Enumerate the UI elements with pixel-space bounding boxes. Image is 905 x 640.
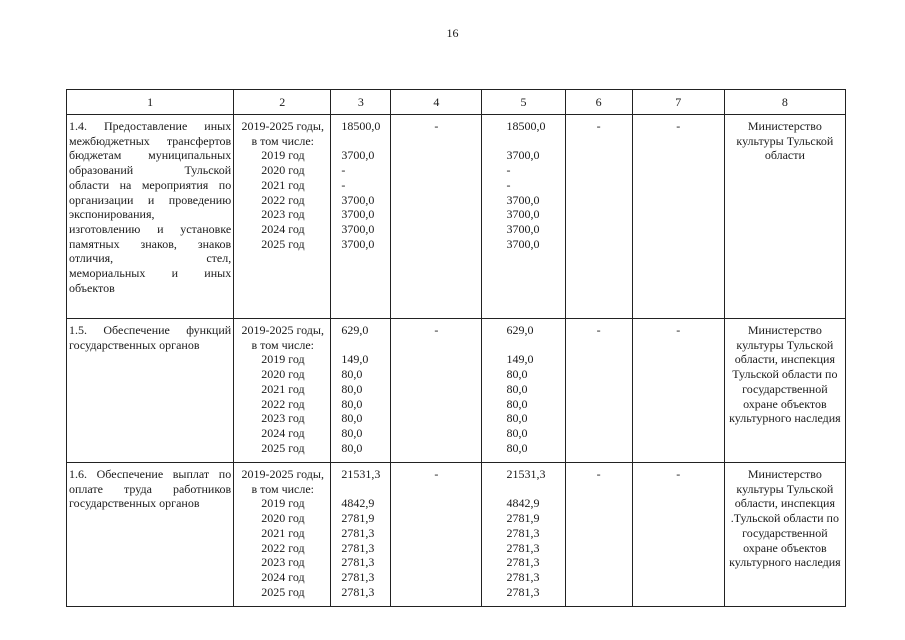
measure-name-line: организации и проведению	[69, 192, 232, 207]
year-label: 2022 год	[261, 396, 305, 411]
measure-name-line: государственных органов	[69, 496, 200, 511]
regional-year-value: 2781,3	[506, 569, 540, 584]
executor-cell: Министерство культуры Тульской области	[724, 115, 845, 319]
period-total-label: 2019-2025 годы,	[241, 119, 324, 133]
regional-year-value: 3700,0	[506, 148, 540, 163]
regional-year-value: 80,0	[506, 440, 528, 455]
budget-year-value: 80,0	[341, 396, 363, 411]
program-table	[66, 89, 846, 607]
regional-year-value: 149,0	[506, 352, 534, 367]
measure-name-line: оплате труда работников	[69, 481, 232, 496]
federal-value: -	[391, 115, 482, 319]
budget-values	[331, 319, 391, 463]
budget-year-value: 4842,9	[341, 496, 375, 511]
regional-year-value: 2781,3	[506, 555, 540, 570]
regional-values	[482, 463, 565, 607]
period-cell	[234, 463, 331, 607]
measure-name-line: памятных знаков, знаков	[69, 236, 232, 251]
year-label: 2020 год	[261, 163, 305, 178]
budget-total: 21531,3	[341, 467, 381, 481]
period-total-label: 2019-2025 годы,	[241, 467, 324, 481]
year-label: 2022 год	[261, 540, 305, 555]
regional-year-value: 80,0	[506, 425, 528, 440]
regional-values	[482, 115, 565, 319]
year-label: 2020 год	[261, 511, 305, 526]
year-label: 2020 год	[261, 367, 305, 382]
budget-year-value: 2781,9	[341, 511, 375, 526]
table-row	[67, 115, 846, 319]
column-header: 5	[482, 90, 565, 115]
regional-year-value: -	[506, 163, 511, 178]
measure-name-line: мемориальных и иных	[69, 266, 232, 281]
header-row	[67, 90, 846, 115]
page-number: 16	[446, 26, 459, 40]
regional-total: 21531,3	[506, 467, 546, 481]
period-cell	[234, 115, 331, 319]
table-row	[67, 463, 846, 607]
budget-year-value: -	[341, 163, 346, 178]
measure-name-line: 1.6. Обеспечение выплат по	[69, 467, 232, 481]
budget-year-value: 2781,3	[341, 555, 375, 570]
year-label: 2021 год	[261, 525, 305, 540]
budget-year-value: 149,0	[341, 352, 369, 367]
column-header: 2	[234, 90, 331, 115]
federal-value: -	[391, 463, 482, 607]
regional-year-value: 3700,0	[506, 236, 540, 251]
regional-year-value: 4842,9	[506, 496, 540, 511]
extrabudget-value: -	[632, 115, 724, 319]
budget-year-value: 80,0	[341, 440, 363, 455]
budget-year-value: 3700,0	[341, 207, 375, 222]
measure-name-line: 1.5. Обеспечение функций	[69, 323, 232, 337]
budget-year-value: -	[341, 177, 346, 192]
budget-year-value: 2781,3	[341, 540, 375, 555]
executor-cell: Министерство культуры Тульской области, инспекция Тульской области по государственной охране объектов культурного наследия	[724, 319, 845, 463]
budget-total: 18500,0	[341, 119, 381, 133]
year-label: 2019 год	[261, 496, 305, 511]
year-label: 2023 год	[261, 207, 305, 222]
regional-total: 629,0	[506, 323, 534, 337]
budget-year-value: 80,0	[341, 367, 363, 382]
period-sub-label: в том числе:	[251, 133, 315, 148]
budget-values	[331, 115, 391, 319]
budget-year-value: 80,0	[341, 425, 363, 440]
regional-year-value: 80,0	[506, 367, 528, 382]
regional-year-value: -	[506, 177, 511, 192]
regional-year-value: 3700,0	[506, 192, 540, 207]
budget-year-value: 2781,3	[341, 584, 375, 599]
budget-year-value: 3700,0	[341, 236, 375, 251]
period-cell	[234, 319, 331, 463]
column-header: 8	[724, 90, 845, 115]
measure-name-line: образований Тульской	[69, 163, 232, 178]
year-label: 2019 год	[261, 352, 305, 367]
budget-year-value: 2781,3	[341, 569, 375, 584]
year-label: 2022 год	[261, 192, 305, 207]
year-label: 2021 год	[261, 381, 305, 396]
budget-year-value: 80,0	[341, 381, 363, 396]
regional-year-value: 3700,0	[506, 221, 540, 236]
column-header: 7	[632, 90, 724, 115]
measure-name-line: области на мероприятия по	[69, 177, 232, 192]
municipal-value: -	[565, 115, 632, 319]
executor-cell: Министерство культуры Тульской области, инспекция .Тульской области по государственной охране объектов культурного наследия	[724, 463, 845, 607]
regional-total: 18500,0	[506, 119, 546, 133]
year-label: 2025 год	[261, 236, 305, 251]
budget-values	[331, 463, 391, 607]
column-header: 4	[391, 90, 482, 115]
column-header: 6	[565, 90, 632, 115]
extrabudget-value: -	[632, 319, 724, 463]
budget-year-value: 80,0	[341, 411, 363, 426]
measure-name-line: отличия, стел,	[69, 251, 232, 266]
measure-name-line: объектов	[69, 280, 115, 295]
municipal-value: -	[565, 463, 632, 607]
budget-year-value: 3700,0	[341, 192, 375, 207]
extrabudget-value: -	[632, 463, 724, 607]
regional-year-value: 80,0	[506, 396, 528, 411]
year-label: 2024 год	[261, 221, 305, 236]
year-label: 2025 год	[261, 440, 305, 455]
period-total-label: 2019-2025 годы,	[241, 323, 324, 337]
measure-name-line: бюджетам муниципальных	[69, 148, 232, 163]
measure-name-line: государственных органов	[69, 337, 200, 352]
regional-year-value: 2781,3	[506, 584, 540, 599]
measure-name-line: межбюджетных трансфертов	[69, 133, 232, 148]
budget-year-value: 3700,0	[341, 221, 375, 236]
regional-year-value: 2781,3	[506, 540, 540, 555]
year-label: 2024 год	[261, 425, 305, 440]
measure-name-line: изготовлению и установке	[69, 221, 232, 236]
year-label: 2024 год	[261, 569, 305, 584]
column-header: 3	[331, 90, 391, 115]
measure-name-line: 1.4. Предоставление иных	[69, 119, 232, 133]
measure-name	[67, 115, 234, 319]
period-sub-label: в том числе:	[251, 481, 315, 496]
year-label: 2025 год	[261, 584, 305, 599]
column-header: 1	[67, 90, 234, 115]
year-label: 2023 год	[261, 411, 305, 426]
regional-year-value: 2781,3	[506, 525, 540, 540]
period-sub-label: в том числе:	[251, 337, 315, 352]
regional-year-value: 80,0	[506, 381, 528, 396]
regional-year-value: 3700,0	[506, 207, 540, 222]
budget-year-value: 2781,3	[341, 525, 375, 540]
federal-value: -	[391, 319, 482, 463]
regional-values	[482, 319, 565, 463]
measure-name	[67, 463, 234, 607]
regional-year-value: 80,0	[506, 411, 528, 426]
table-row	[67, 319, 846, 463]
measure-name	[67, 319, 234, 463]
regional-year-value: 2781,9	[506, 511, 540, 526]
year-label: 2021 год	[261, 177, 305, 192]
measure-name-line: экспонирования,	[69, 207, 155, 222]
year-label: 2023 год	[261, 555, 305, 570]
year-label: 2019 год	[261, 148, 305, 163]
budget-year-value: 3700,0	[341, 148, 375, 163]
municipal-value: -	[565, 319, 632, 463]
budget-total: 629,0	[341, 323, 369, 337]
